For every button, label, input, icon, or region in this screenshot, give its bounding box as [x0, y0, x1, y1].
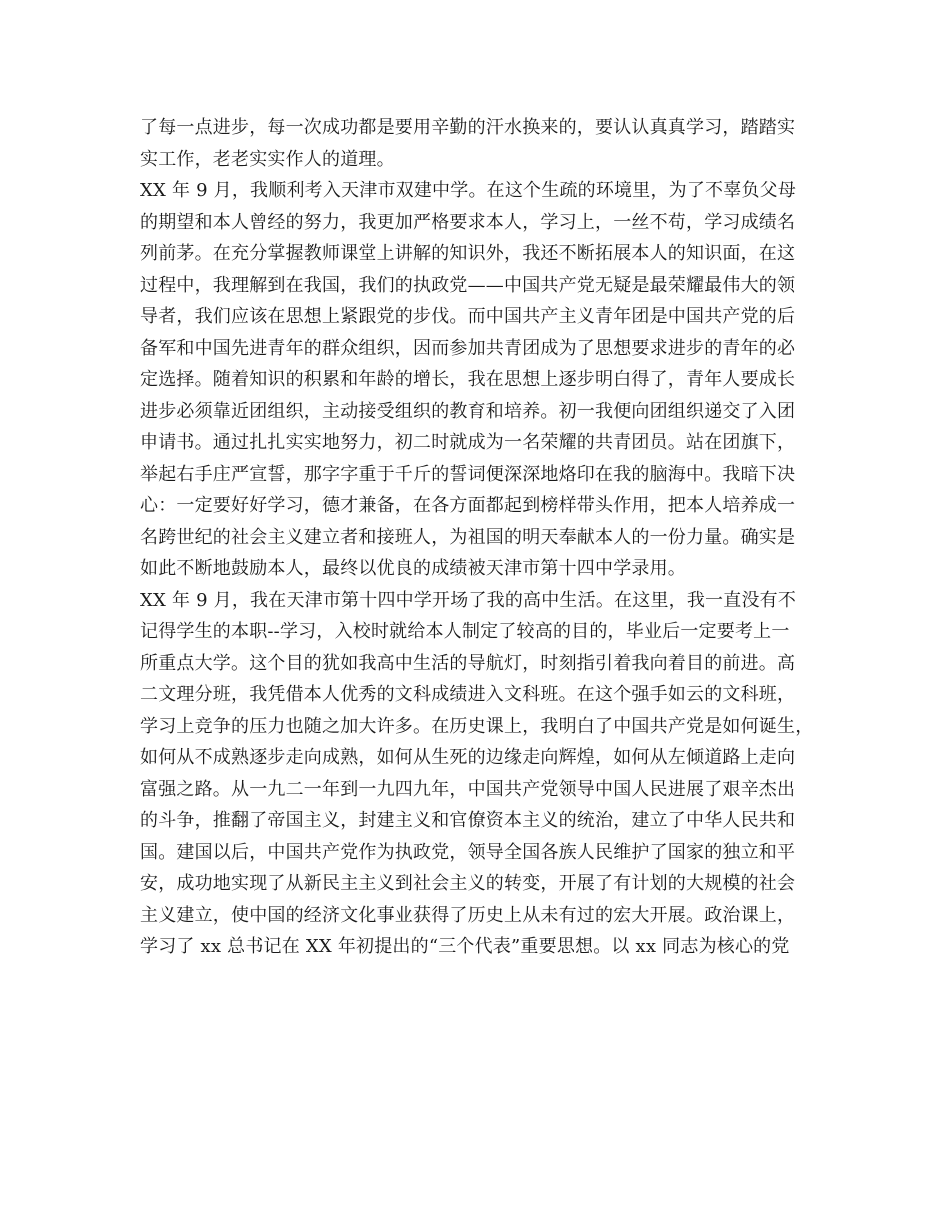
- text-line: 进步必须靠近团组织，主动接受组织的教育和培养。初一我便向团组织递交了入团: [140, 400, 796, 422]
- text-line: 富强之路。从一九二一年到一九四九年，中国共产党领导中国人民进展了艰辛杰出: [140, 778, 796, 800]
- text-line: 记得学生的本职--学习，入校时就给本人制定了较高的目的，毕业后一定要考上一: [140, 621, 790, 642]
- text-line: XX 年 9 月，我在天津市第十四中学开场了我的高中生活。在这里，我一直没有不: [140, 589, 797, 611]
- text-line: XX 年 9 月，我顺利考入天津市双建中学。在这个生疏的环境里，为了不辜负父母: [140, 180, 797, 201]
- text-line: 导者，我们应该在思想上紧跟党的步伐。而中国共产主义青年团是中国共产党的后: [140, 306, 796, 327]
- text-line: 主义建立，使中国的经济文化事业获得了历史上从未有过的宏大开展。政治课上，: [140, 904, 796, 926]
- text-line: 列前茅。在充分掌握教师课堂上讲解的知识外，我还不断拓展本人的知识面，在这: [140, 243, 796, 264]
- text-line: 二文理分班，我凭借本人优秀的文科成绩进入文科班。在这个强手如云的文科班，: [140, 684, 796, 705]
- text-line: 所重点大学。这个目的犹如我高中生活的导航灯，时刻指引着我向着目的前进。高: [140, 652, 796, 674]
- text-line: 申请书。通过扎扎实实地努力，初二时就成为一名荣耀的共青团员。站在团旗下，: [140, 432, 796, 453]
- text-line: 备军和中国先进青年的群众组织，因而参加共青团成为了思想要求进步的青年的必: [140, 337, 796, 359]
- text-line: 心：一定要好好学习，德才兼备，在各方面都起到榜样带头作用，把本人培养成一: [140, 495, 796, 516]
- text-line: 国。建国以后，中国共产党作为执政党，领导全国各族人民维护了国家的独立和平: [140, 841, 796, 863]
- text-line: 如何从不成熟逐步走向成熟，如何从生死的边缘走向辉煌，如何从左倾道路上走向: [140, 747, 796, 768]
- text-line: 学习上竞争的压力也随之加大许多。在历史课上，我明白了中国共产党是如何诞生，: [140, 715, 814, 737]
- text-line: 了每一点进步，每一次成功都是要用辛勤的汗水换来的，要认认真真学习，踏踏实: [140, 117, 796, 138]
- text-line: 定选择。随着知识的积累和年龄的增长，我在思想上逐步明白得了，青年人要成长: [140, 369, 796, 390]
- text-line: 过程中，我理解到在我国，我们的执政党——中国共产党无疑是最荣耀最伟大的领: [140, 274, 796, 296]
- text-line: 的斗争，推翻了帝国主义，封建主义和官僚资本主义的统治，建立了中华人民共和: [140, 810, 796, 831]
- text-line: 如此不断地鼓励本人，最终以优良的成绩被天津市第十四中学录用。: [140, 558, 686, 579]
- text-line: 举起右手庄严宣誓，那字字重于千斤的誓词便深深地烙印在我的脑海中。我暗下决: [140, 463, 796, 485]
- text-line: 学习了 xx 总书记在 XX 年初提出的“三个代表”重要思想。以 xx 同志为核心的党: [140, 936, 790, 957]
- text-line: 名跨世纪的社会主义建立者和接班人，为祖国的明天奉献本人的一份力量。确实是: [140, 526, 796, 548]
- document-body-text: [140, 112, 830, 963]
- text-line: 的期望和本人曾经的努力，我更加严格要求本人，学习上，一丝不苟，学习成绩名: [140, 211, 796, 233]
- text-line: 实工作，老老实实作人的道理。: [140, 148, 395, 170]
- text-line: 安，成功地实现了从新民主主义到社会主义的转变，开展了有计划的大规模的社会: [140, 873, 796, 894]
